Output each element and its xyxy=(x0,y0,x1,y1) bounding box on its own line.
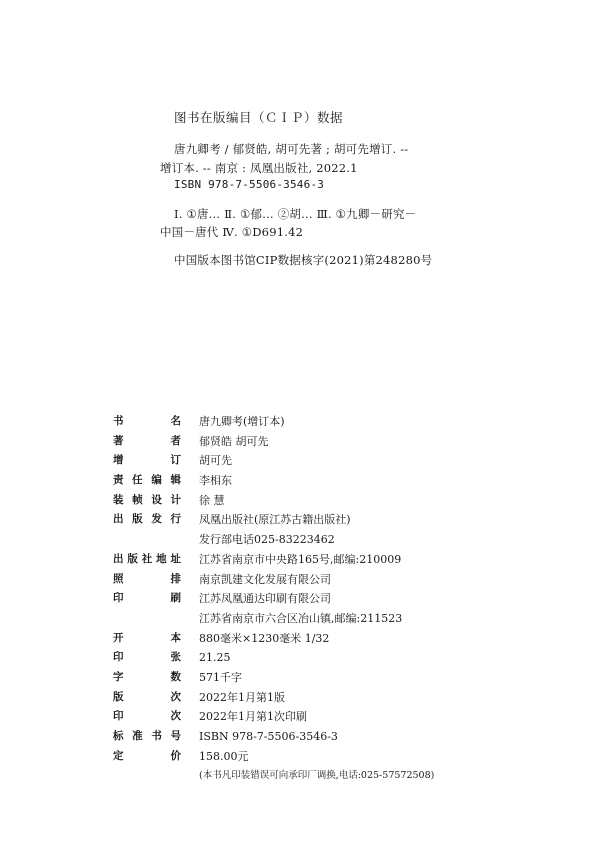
colophon-row xyxy=(113,491,513,511)
cip-line-subjects: Ⅰ. ①唐… Ⅱ. ①郁… ②胡… Ⅲ. ①九卿－研究－ xyxy=(174,207,417,221)
colophon-value: ISBN 978-7-5506-3546-3 xyxy=(199,730,338,743)
colophon-value: 徐 慧 xyxy=(199,493,225,507)
cip-heading: 图书在版编目（ＣＩＰ）数据 xyxy=(174,110,344,125)
colophon-row xyxy=(113,550,513,570)
colophon-label: 增 订 xyxy=(113,454,181,467)
colophon-label: 标 准 书 号 xyxy=(113,730,181,742)
colophon-label: 版 次 xyxy=(113,690,181,703)
colophon-label: 开 本 xyxy=(113,631,181,644)
colophon-row xyxy=(113,412,513,432)
colophon-row xyxy=(113,570,513,590)
colophon-row xyxy=(113,432,513,452)
colophon-label: 字 数 xyxy=(113,670,181,683)
colophon-row xyxy=(113,747,513,767)
colophon-row xyxy=(113,629,513,649)
colophon-label: 印 次 xyxy=(113,710,181,723)
colophon-label: 照 排 xyxy=(113,572,181,585)
colophon-value: 唐九卿考(增订本) xyxy=(199,415,285,428)
colophon-value: 李相东 xyxy=(199,474,232,488)
colophon-value: 158.00元 xyxy=(199,749,249,763)
colophon-row xyxy=(113,471,513,491)
cip-line-classification: 中国－唐代 Ⅳ. ①D691.42 xyxy=(160,225,304,239)
cip-line-isbn: ISBN 978-7-5506-3546-3 xyxy=(174,178,325,191)
colophon-value: 2022年1月第1次印刷 xyxy=(199,710,307,724)
colophon-label: 出 版 社 地 址 xyxy=(113,552,181,565)
colophon-value: 江苏凤凰通达印刷有限公司 xyxy=(199,592,331,606)
colophon-row xyxy=(113,727,513,747)
cip-line-title: 唐九卿考 / 郁贤皓, 胡可先著 ; 胡可先增订. -- xyxy=(174,142,409,156)
colophon-continuation: (本书凡印装错误可向承印厂调换,电话:025-57572508) xyxy=(199,770,435,782)
colophon-row xyxy=(113,451,513,471)
colophon-row xyxy=(113,707,513,727)
colophon-value: 880毫米×1230毫米 1/32 xyxy=(199,631,330,645)
colophon-label: 装 帧 设 计 xyxy=(113,493,181,506)
colophon-row xyxy=(113,648,513,668)
colophon-label: 定 价 xyxy=(113,749,181,762)
colophon-label: 出 版 发 行 xyxy=(113,513,181,526)
cip-line-edition: 增订本. -- 南京 : 凤凰出版社, 2022.1 xyxy=(160,161,358,175)
colophon-row xyxy=(113,589,513,609)
colophon-value: 571千字 xyxy=(199,670,242,684)
colophon-value: 凤凰出版社(原江苏古籍出版社) xyxy=(199,513,351,527)
colophon-value: 2022年1月第1版 xyxy=(199,690,285,704)
cip-line-record-number: 中国版本图书馆CIP数据核字(2021)第248280号 xyxy=(174,253,433,267)
colophon-label: 著 者 xyxy=(113,434,181,447)
colophon-label: 书 名 xyxy=(113,415,181,427)
colophon-value: 江苏省南京市中央路165号,邮编:210009 xyxy=(199,552,402,566)
colophon-value: 21.25 xyxy=(199,651,231,665)
colophon-row xyxy=(113,510,513,530)
colophon-label: 印 张 xyxy=(113,651,181,664)
colophon-value: 胡可先 xyxy=(199,454,232,468)
colophon-value: 南京凯建文化发展有限公司 xyxy=(199,572,331,586)
colophon-label: 责 任 编 辑 xyxy=(113,474,181,487)
colophon-label: 印 刷 xyxy=(113,592,181,605)
colophon-row xyxy=(113,668,513,688)
colophon-table xyxy=(113,412,513,786)
colophon-continuation: 江苏省南京市六合区冶山镇,邮编:211523 xyxy=(199,611,403,625)
colophon-continuation: 发行部电话025-83223462 xyxy=(199,533,335,547)
colophon-row xyxy=(113,688,513,708)
colophon-value: 郁贤皓 胡可先 xyxy=(199,434,269,448)
